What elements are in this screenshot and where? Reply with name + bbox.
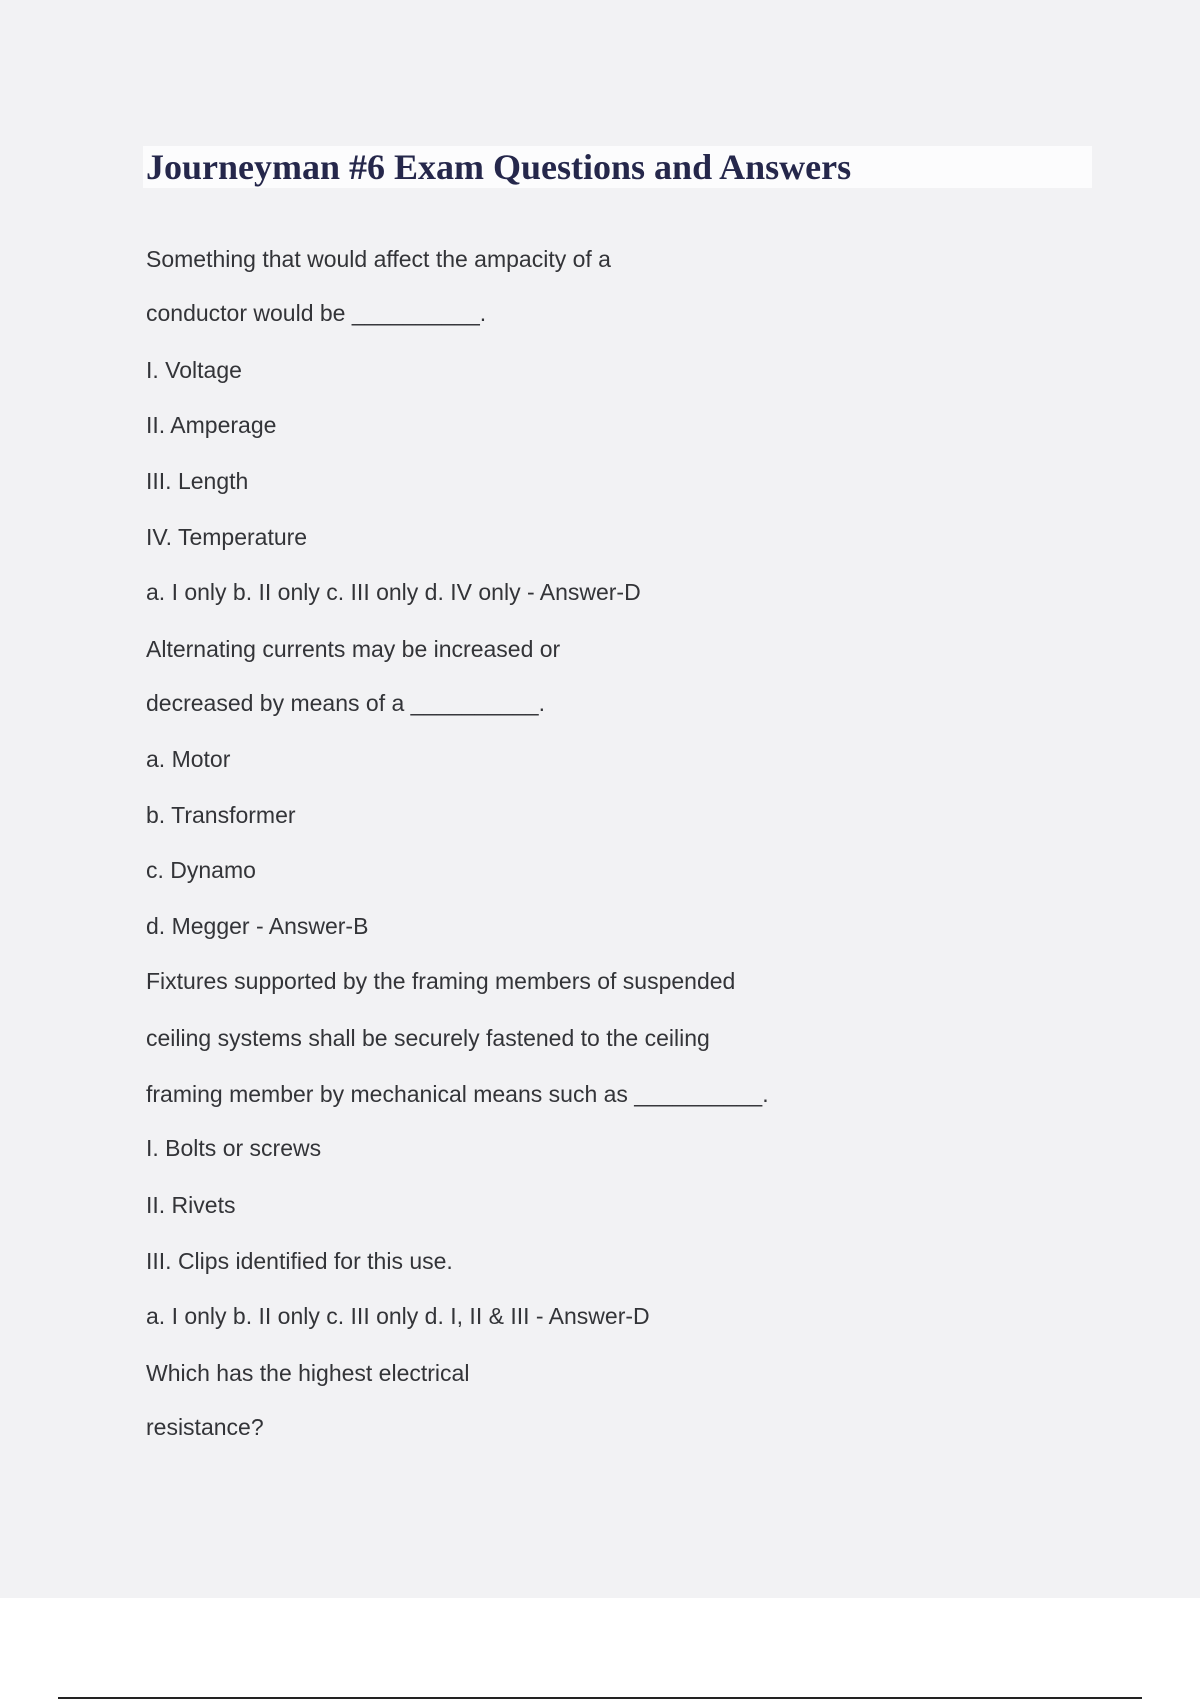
text-line: III. Length (146, 468, 249, 494)
text-line: II. Rivets (146, 1192, 236, 1218)
text-line: a. Motor (146, 746, 231, 772)
text-line: Which has the highest electrical (146, 1360, 470, 1386)
text-line: Fixtures supported by the framing members of suspended (146, 968, 736, 994)
text-line: I. Voltage (146, 357, 242, 383)
text-line: conductor would be __________. (146, 300, 487, 326)
text-line: framing member by mechanical means such as __________. (146, 1081, 769, 1107)
text-line: d. Megger - Answer-B (146, 913, 369, 939)
text-line: a. I only b. II only c. III only d. I, II & III - Answer-D (146, 1303, 650, 1329)
text-line: resistance? (146, 1414, 264, 1440)
text-line: a. I only b. II only c. III only d. IV only - Answer-D (146, 579, 641, 605)
text-line: Alternating currents may be increased or (146, 636, 561, 662)
text-line: I. Bolts or screws (146, 1135, 322, 1161)
document-title: Journeyman #6 Exam Questions and Answers (146, 147, 852, 187)
text-line: II. Amperage (146, 412, 277, 438)
text-line: IV. Temperature (146, 524, 308, 550)
text-line: III. Clips identified for this use. (146, 1248, 453, 1274)
text-line: c. Dynamo (146, 857, 256, 883)
text-line: Something that would affect the ampacity of a (146, 246, 611, 272)
text-line: decreased by means of a __________. (146, 690, 545, 716)
text-line: ceiling systems shall be securely fastened to the ceiling (146, 1025, 710, 1051)
footer-rule (58, 1697, 1142, 1699)
text-line: b. Transformer (146, 802, 296, 828)
